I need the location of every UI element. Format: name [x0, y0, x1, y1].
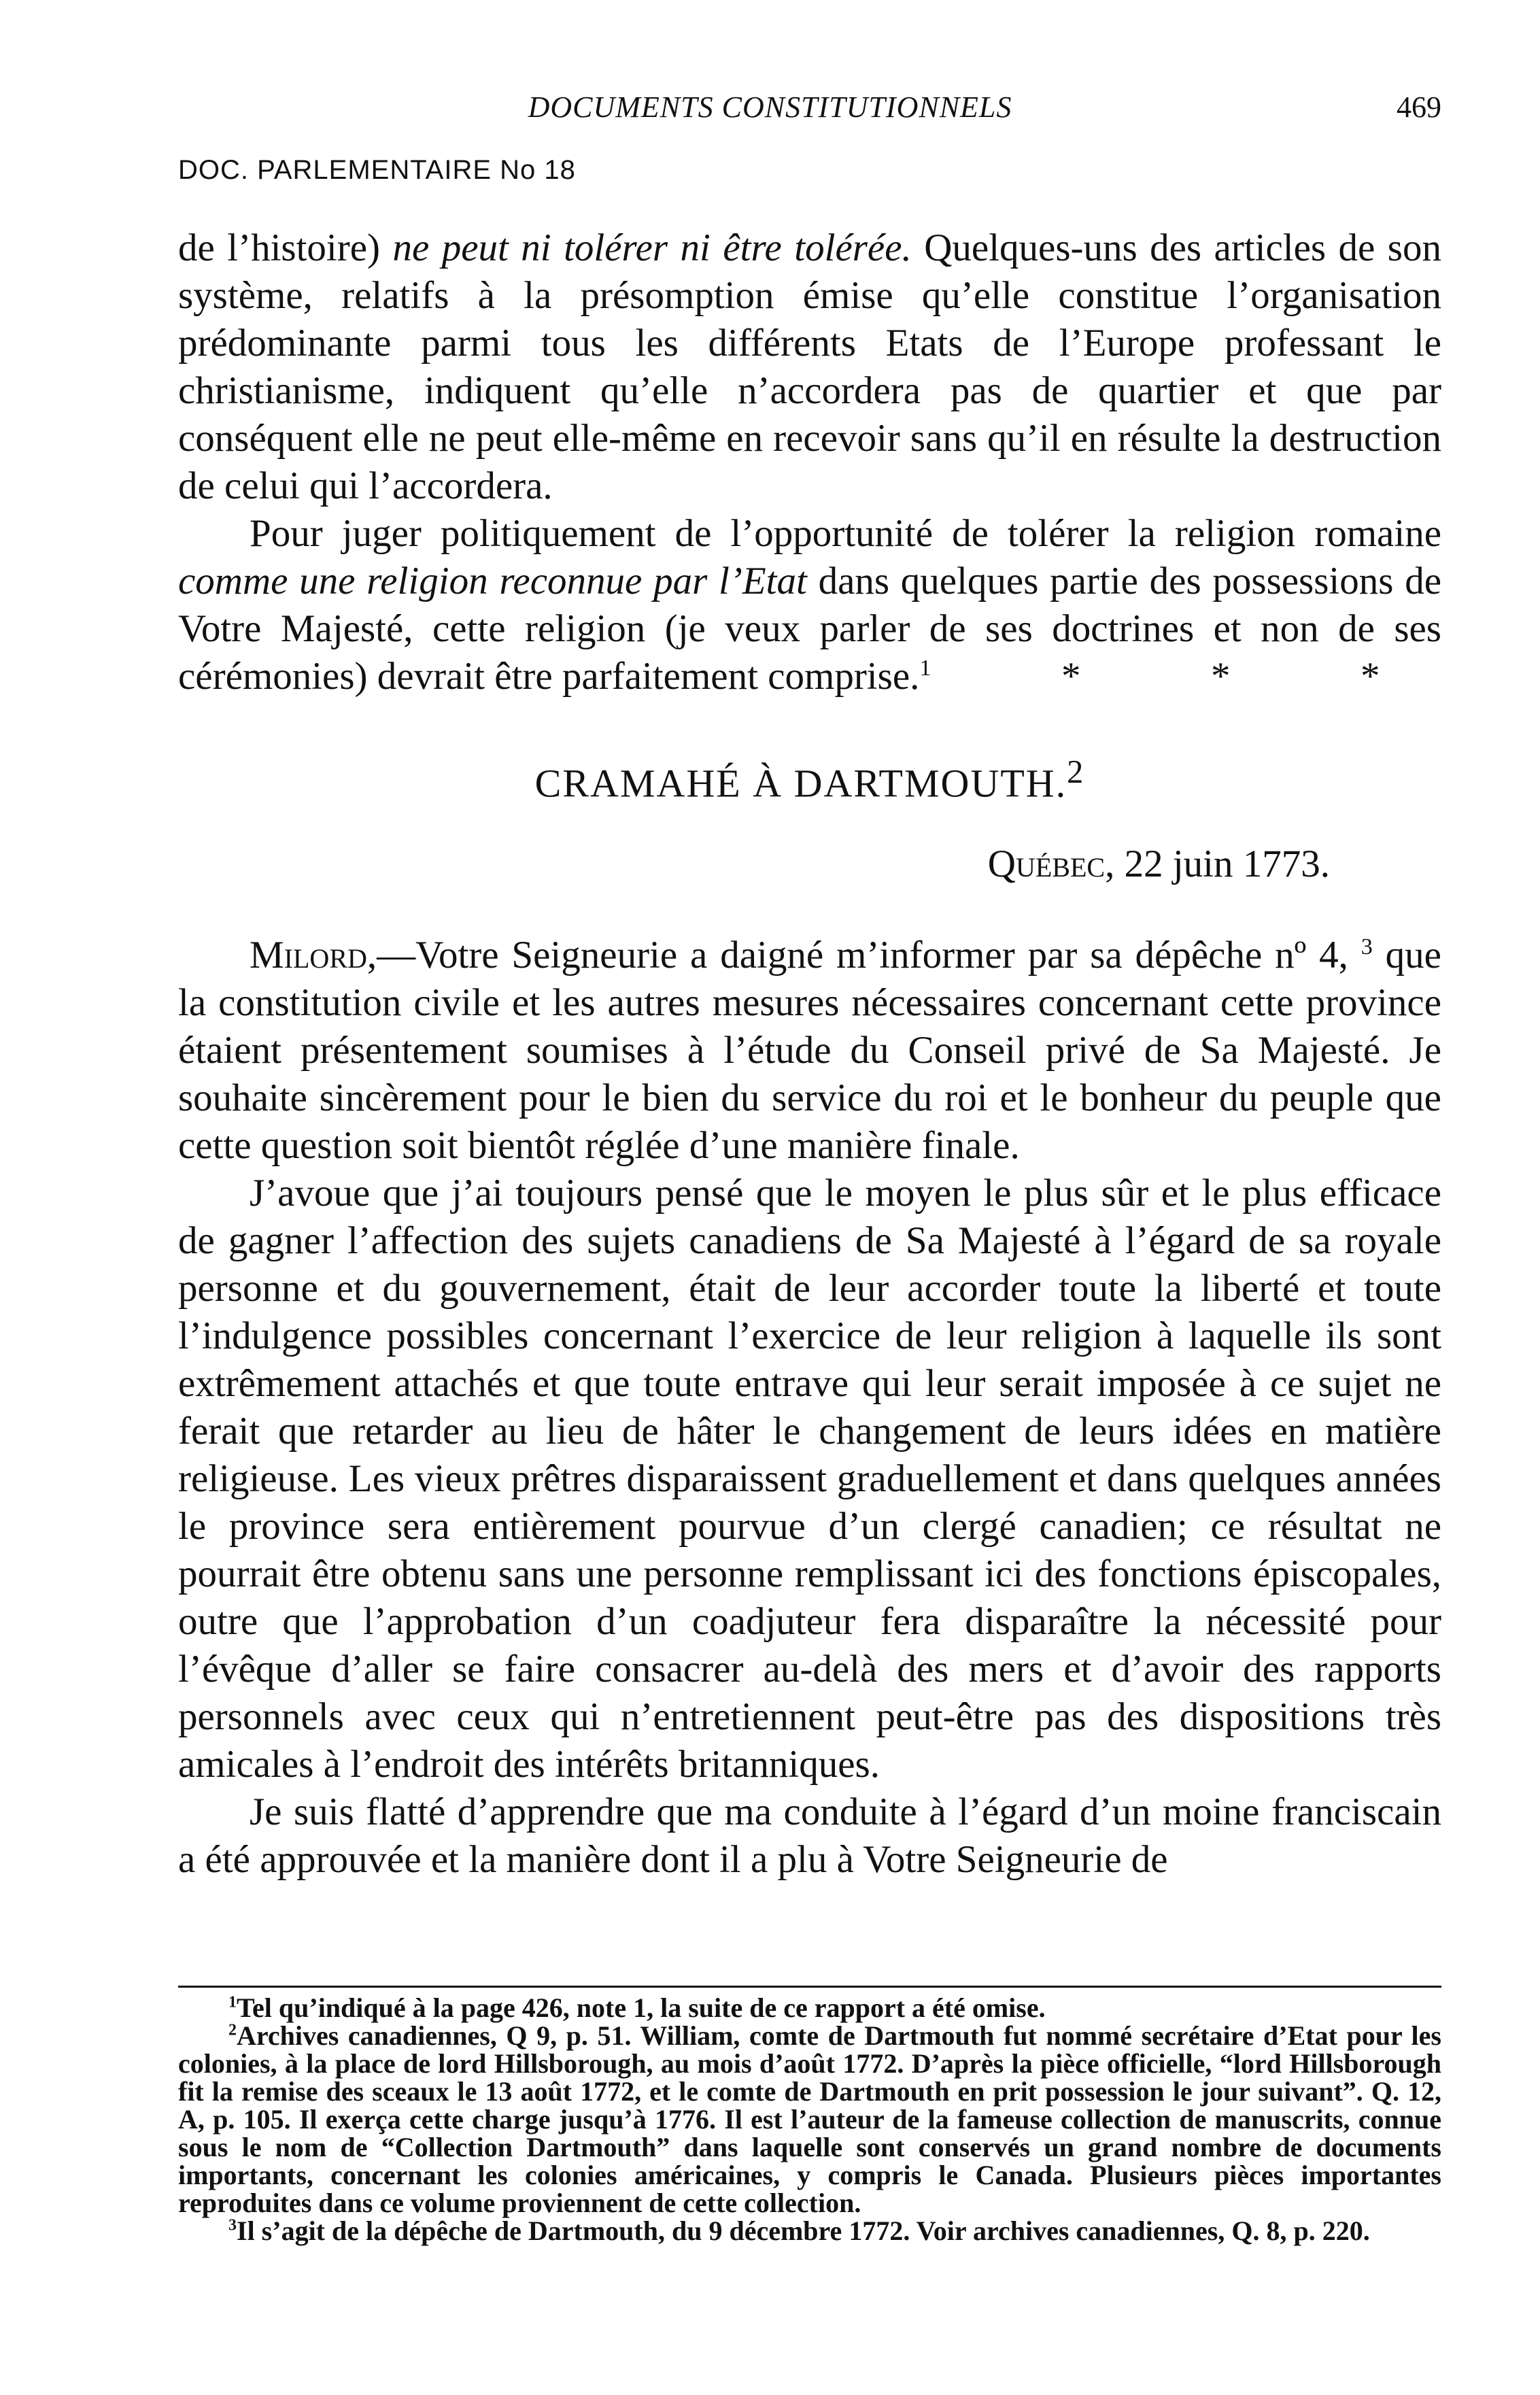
paragraph: Je suis flatté d’apprendre que ma conduite à l’égard d’un moine franciscain a été approuvée et la manière dont il a plu à Votre Seigneurie de	[178, 1790, 1441, 1881]
star: *	[1210, 655, 1231, 698]
footnote-text: Archives canadiennes, Q 9, p. 51. William, comte de Dartmouth fut nommé secrétaire d’Etat pour les colonies, à la place de lord Hillsborough, au mois d’août 1772. D’après la pièce officielle, “lord Hillsborough fit la remise des sceaux le 13 août 1772, et le comte de Dartmouth en prit possession le jour suivant”. Q. 12, A, p. 105. Il exerça cette charge jusqu’à 1776. Il est l’auteur de la fameuse collection de manuscrits, connue sous le nom de “Collection Dartmouth” dans laquelle sont conservés un grand nombre de documents importants, concernant les colonies américaines, y compris le Canada. Plusieurs pièces importantes reproduites dans ce volume proviennent de cette collection.	[178, 2020, 1441, 2218]
star: *	[1061, 655, 1081, 698]
doc-label: DOC. PARLEMENTAIRE No 18	[178, 155, 576, 185]
letter-body	[178, 932, 1441, 1884]
page-number: 469	[1397, 90, 1441, 124]
paragraph	[178, 932, 1441, 1170]
text-run: de l’histoire)	[178, 226, 393, 269]
footnote-mark: 3	[228, 2216, 237, 2235]
footnotes	[178, 1994, 1441, 2245]
footnote	[178, 2217, 1441, 2245]
place: Québec	[987, 843, 1106, 885]
footnote-text: Tel qu’indiqué à la page 426, note 1, la suite de ce rapport a été omise.	[237, 1992, 1046, 2023]
footnote-mark: 2	[228, 2021, 237, 2039]
text-run: que la constitution civile et les autres mesures nécessaires concernant cette province étaient présentement soumises à l’étude du Conseil privé de Sa Majesté. Je souhaite sincèrement pour le bien du service du roi et le bonheur du peuple que cette question soit bientôt réglée d’une manière finale.	[178, 934, 1441, 1167]
footnote-ref[interactable]: 2	[1067, 754, 1085, 790]
date: , 22 juin 1773.	[1105, 843, 1330, 885]
running-title: DOCUMENTS CONSTITUTIONNELS	[528, 90, 1012, 124]
text-run: ,—Votre Seigneurie a daigné m’informer par sa dépêche nº 4,	[366, 934, 1361, 976]
section-heading	[178, 753, 1441, 806]
footnote	[178, 2022, 1441, 2217]
footnote-ref[interactable]: 3	[1361, 934, 1373, 959]
italic-text: comme une religion reconnue par l’Etat	[178, 560, 807, 602]
footnote	[178, 1994, 1441, 2022]
salutation: Milord	[250, 934, 367, 976]
heading-text: CRAMAHÉ À DARTMOUTH.	[534, 761, 1067, 806]
omission-stars	[931, 655, 1380, 698]
dateline	[178, 842, 1330, 886]
text-run: dans quelques partie des possessions de Votre Majesté, cette religion (je veux parler de ses doctrines et non de ses cérémonies) devrait être parfaitement comprise.	[178, 560, 1441, 698]
footnote-divider	[178, 1986, 1441, 1988]
text-run: Pour juger politiquement de l’opportunité de tolérer la religion romaine	[250, 512, 1441, 555]
paragraph: J’avoue que j’ai toujours pensé que le moyen le plus sûr et le plus efficace de gagner l’affection des sujets canadiens de Sa Majesté à l’égard de sa royale personne et du gouvernement, était de leur accorder toute la liberté et toute l’indulgence possibles concernant l’exercice de leur religion à laquelle ils sont extrêmement attachés et que toute entrave qui leur serait imposée à ce sujet ne ferait que retarder au lieu de hâter le changement de leurs idées en matière religieuse. Les vieux prêtres disparaissent graduellement et dans quelques années le province sera entièrement pourvue d’un clergé canadien; ce résultat ne pourrait être obtenu sans une personne remplissant ici des fonctions épiscopales, outre que l’approbation d’un coadjuteur fera disparaître la nécessité pour l’évêque d’aller se faire consacrer au-delà des mers et d’avoir des rapports personnels avec ceux qui n’entretiennent peut-être pas des dispositions très amicales à l’endroit des intérêts britanniques.	[178, 1172, 1441, 1786]
continued-text	[178, 224, 1441, 700]
footnote-ref[interactable]: 1	[919, 656, 931, 681]
star: *	[1360, 655, 1380, 698]
paragraph	[178, 510, 1441, 700]
text-run: Quelques-uns des articles de son système, relatifs à la présomption émise qu’elle constitue l’organisation prédominante parmi tous les différents Etats de l’Europe professant le christianisme, indiquent qu’elle n’accordera pas de quartier et que par conséquent elle ne peut elle-même en recevoir sans qu’il en résulte la destruction de celui qui l’accordera.	[178, 226, 1441, 507]
paragraph	[178, 224, 1441, 510]
footnote-text: Il s’agit de la dépêche de Dartmouth, du 9 décembre 1772. Voir archives canadiennes, Q. 8, p. 220.	[237, 2215, 1370, 2246]
italic-text: ne peut ni tolérer ni être tolérée.	[392, 226, 912, 269]
footnote-mark: 1	[228, 1993, 237, 2011]
